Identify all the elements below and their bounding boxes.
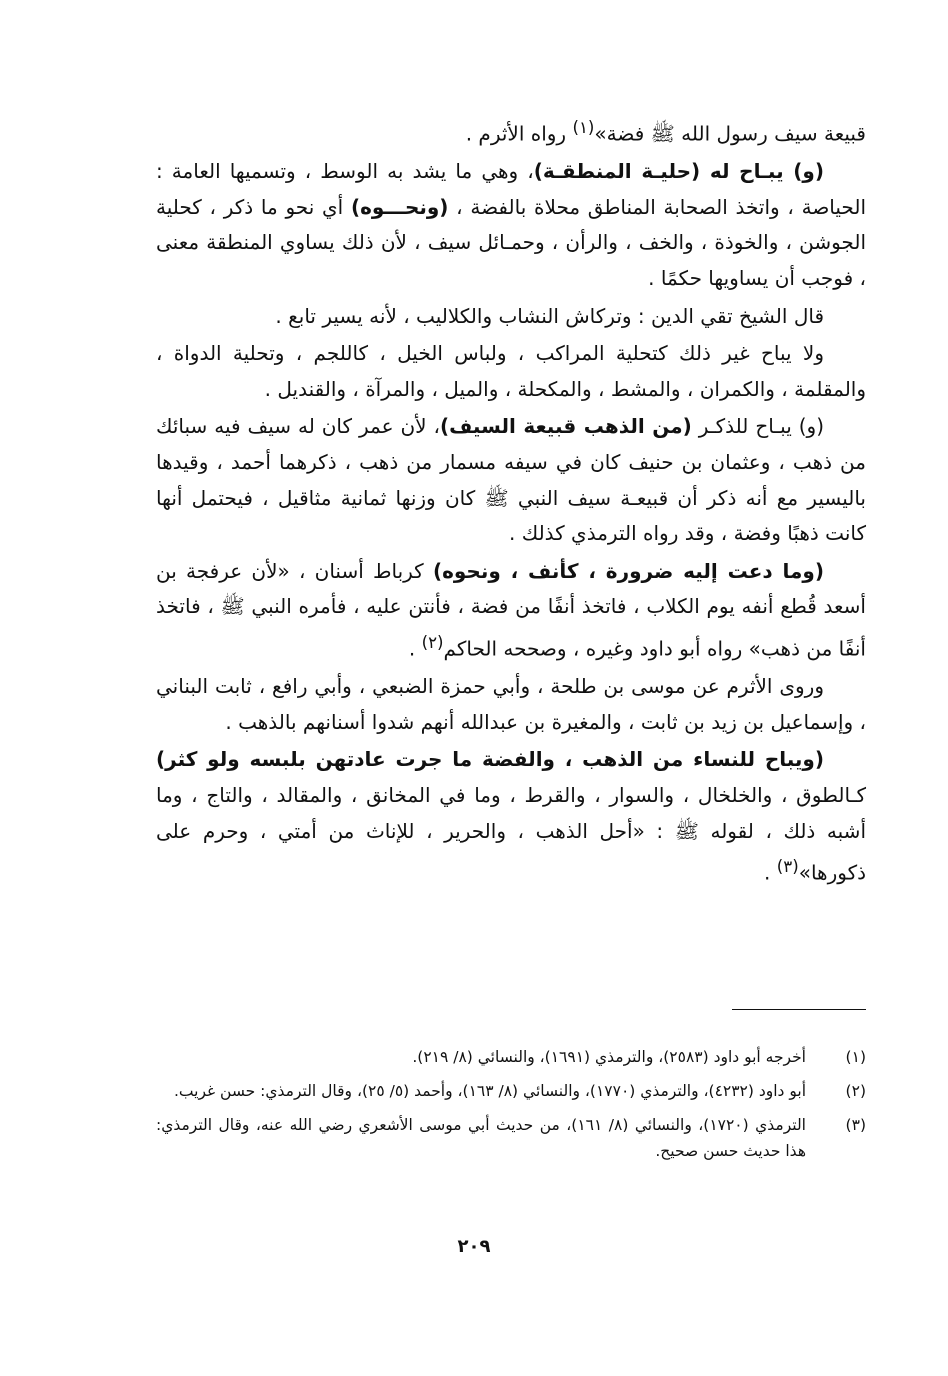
- paragraph: [156, 299, 866, 335]
- text-run: أي نحو ما ذكر ، كحلية الجوشن ، والخوذة ، والخف ، والرأن ، وحمـائل سيف ، لأن ذلك يساوي المنطقة معنى ، فوجب أن يساويها حكمًا .: [156, 194, 866, 291]
- text-run: ، لأن عمر كان له سيف فيه سبائك من ذهب ، وعثمان بن حنيف كان في سيفه مسمار من ذهب ، ذكرهما أحمد ، وقيدها باليسير مع أنه ذكر أن قبيعـة سيف النبي ﷺ كان وزنها ثمانية مثاقيل ، فيحتمل أنها كانت ذهبًا وفضة ، وقد رواه الترمذي كذلك .: [156, 414, 866, 546]
- bold-phrase: (ويباح للنساء من الذهب ، والفضة ما جرت عادتهن بلبسه ولو كثر): [156, 747, 824, 772]
- body-text: [156, 110, 866, 891]
- text-run: .: [408, 636, 422, 661]
- paragraph: [156, 669, 866, 740]
- footnote-number: (٢): [845, 1082, 866, 1100]
- footnote: [156, 1044, 866, 1070]
- footnote-text: أبو داود (٤٢٣٢)، والترمذي (١٧٧٠)، والنسائي (٨/ ١٦٣)، وأحمد (٥/ ٢٥)، وقال الترمذي: حسن غريب.: [174, 1082, 806, 1100]
- paragraph: [156, 110, 866, 152]
- paragraph: [156, 336, 866, 407]
- footnote-text: الترمذي (١٧٢٠)، والنسائي (٨/ ١٦١)، من حديث أبي موسى الأشعري رضي الله عنه، وقال الترمذي: هذا حديث حسن صحيح.: [156, 1116, 806, 1160]
- text-run: ولا يباح غير ذلك كتحلية المراكب ، ولباس الخيل ، كاللجم ، وتحلية الدواة ، والمقلمة ، والكمران ، والمشط ، والمكحلة ، والميل ، والمرآة ، والقنديل .: [156, 341, 866, 401]
- bold-phrase: (و) يبـاح له (حليـة المنطقـة): [533, 159, 824, 184]
- text-run: كرباط أسنان ، «لأن عرفجة بن أسعد قُطع أنفه يوم الكلاب ، فاتخذ أنفًا من فضة ، فأنتن عليه ، فأمره النبي ﷺ ، فاتخذ أنفًا من ذهب» رواه أبو داود وغيره ، وصححه الحاكم: [156, 558, 866, 661]
- paragraph: [156, 554, 866, 667]
- paragraph: [156, 742, 866, 891]
- footnote-text: أخرجه أبو داود (٢٥٨٣)، والترمذي (١٦٩١)، والنسائي (٨/ ٢١٩).: [412, 1048, 806, 1066]
- footnote: [156, 1112, 866, 1164]
- paragraph: [156, 409, 866, 551]
- text-run: (و) يبـاح للذكـر: [691, 414, 824, 439]
- text-run: رواه الأثرم .: [465, 121, 573, 146]
- footnote: [156, 1078, 866, 1104]
- bold-phrase: (وما دعت إليه ضرورة ، كأنف ، ونحوه): [432, 558, 824, 583]
- footnote-ref: (١): [572, 118, 595, 137]
- text-run: كـالطوق ، والخلخال ، والسوار ، والقرط ، وما في المخانق ، والمقالد ، والتاج ، وما أشبه ذلك ، لقوله ﷺ : «أحل الذهب ، والحرير ، للإناث من أمتي ، وحرم على ذكورها»: [156, 783, 866, 885]
- text-run: قبيعة سيف رسول الله ﷺ فضة»: [594, 121, 866, 146]
- footnote-number: (٣): [845, 1116, 866, 1134]
- text-run: ، وهي ما يشد به الوسط ، وتسميها العامة : الحياصة ، واتخذ الصحابة المناطق محلاة بالفضة ،: [156, 159, 866, 219]
- paragraph: [156, 154, 866, 296]
- text-run: .: [764, 860, 777, 885]
- text-run: وروى الأثرم عن موسى بن طلحة ، وأبي حمزة الضبعي ، وأبي رافع ، ثابت البناني ، وإسماعيل بن زيد بن ثابت ، والمغيرة بن عبدالله أنهم شدوا أسنانهم بالذهب .: [156, 674, 866, 734]
- footnotes: [156, 1044, 866, 1172]
- footnote-number: (١): [845, 1048, 866, 1066]
- text-run: قال الشيخ تقي الدين : وتركاش النشاب والكلاليب ، لأنه يسير تابع .: [275, 303, 824, 328]
- footnote-ref: (٣): [776, 857, 799, 877]
- footnote-ref: (٢): [421, 632, 444, 652]
- page-number: ٢٠٩: [457, 1236, 491, 1257]
- bold-phrase: (من الذهب قبيعة السيف): [439, 414, 692, 439]
- footnote-separator: [732, 1009, 866, 1010]
- bold-phrase: (ونحـــوه): [350, 194, 449, 219]
